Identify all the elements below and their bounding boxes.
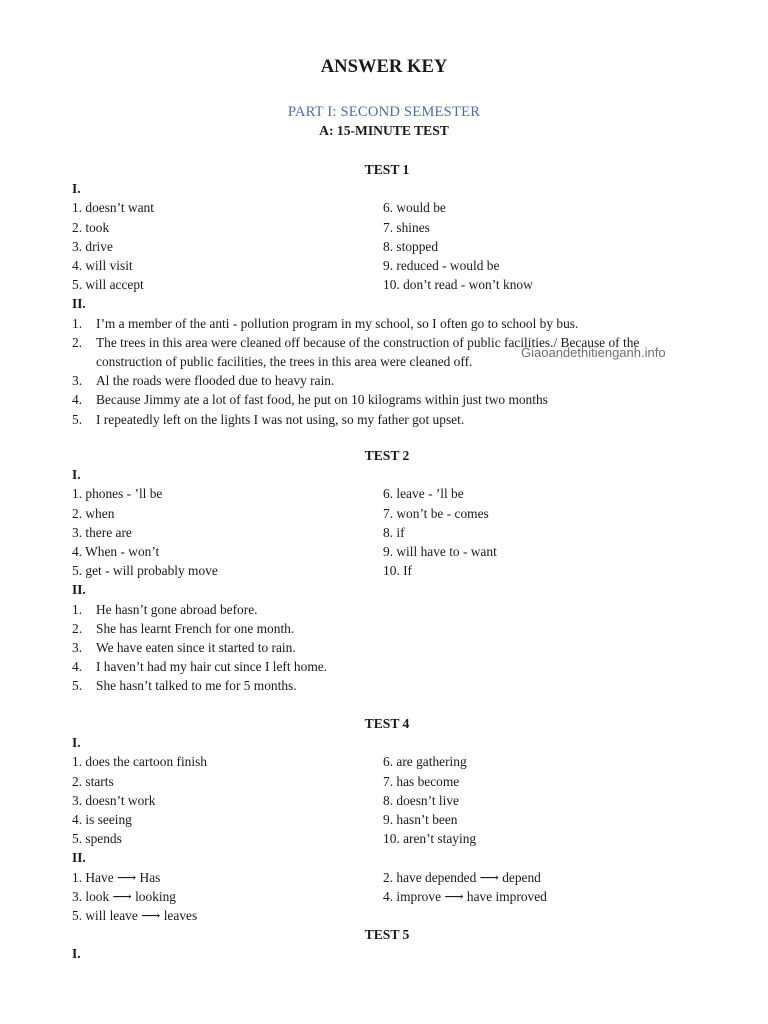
- section-subtitle: A: 15-MINUTE TEST: [319, 123, 449, 138]
- list-item: [72, 676, 702, 695]
- item-text: He hasn’t gone abroad before.: [96, 601, 258, 617]
- answer-row: [72, 868, 702, 887]
- answer-item: 5. will leave ⟶ leaves: [72, 907, 198, 923]
- answer-grid: [72, 752, 702, 848]
- part-title: PART I: SECOND SEMESTER: [287, 104, 481, 120]
- answer-row: [72, 810, 702, 829]
- section-label-ii: II.: [72, 850, 86, 866]
- answer-item: 5. spends: [72, 831, 122, 847]
- item-text: Al the roads were flooded due to heavy rain.: [96, 373, 335, 389]
- answer-item: [383, 906, 702, 925]
- answer-item: 10. aren’t staying: [383, 831, 477, 847]
- answer-item: 7. shines: [383, 219, 430, 235]
- sentence-list: [72, 314, 702, 429]
- item-text: She hasn’t talked to me for 5 months.: [96, 678, 297, 694]
- answer-item: 7. won’t be - comes: [383, 505, 489, 521]
- answer-row: [72, 218, 702, 237]
- correction-grid: [72, 868, 702, 926]
- answer-item: 6. would be: [383, 200, 446, 216]
- item-number: 4.: [72, 392, 83, 408]
- answer-item: 8. stopped: [383, 238, 439, 254]
- answer-row: [72, 504, 702, 523]
- list-item: [72, 371, 702, 390]
- answer-item: 4. When - won’t: [72, 543, 160, 559]
- test-heading: TEST 4: [364, 716, 410, 731]
- list-item: [72, 657, 702, 676]
- answer-item: 1. doesn’t want: [72, 200, 154, 216]
- document-title: ANSWER KEY: [320, 56, 448, 77]
- item-number: 5.: [72, 678, 83, 694]
- answer-item: 10. don’t read - won’t know: [383, 277, 533, 293]
- item-number: 1.: [72, 601, 83, 617]
- answer-item: 5. get - will probably move: [72, 563, 218, 579]
- answer-item: 8. if: [383, 524, 405, 540]
- item-text: She has learnt French for one month.: [96, 620, 295, 636]
- list-item: [72, 390, 702, 409]
- watermark-text: Giaoandethitienganh.info: [521, 345, 666, 360]
- section-label-i: I.: [72, 735, 81, 751]
- answer-item: 4. is seeing: [72, 811, 132, 827]
- answer-item: 3. there are: [72, 524, 132, 540]
- test-2-block: [72, 446, 702, 696]
- item-text: I repeatedly left on the lights I was not using, so my father got upset.: [96, 411, 465, 427]
- answer-row: [72, 484, 702, 503]
- section-label-ii: II.: [72, 582, 86, 598]
- answer-row: [72, 523, 702, 542]
- item-text: I haven’t had my hair cut since I left home.: [96, 659, 328, 675]
- answer-grid: [72, 198, 702, 294]
- list-item: [72, 410, 702, 429]
- item-text: The trees in this area were cleaned off because of the construction of public facilities./ Because of the construction of public facilities, the trees in this area were cleaned off.: [96, 334, 640, 369]
- answer-item: 1. Have ⟶ Has: [72, 869, 161, 885]
- answer-grid: [72, 484, 702, 580]
- test-heading: TEST 1: [364, 162, 410, 177]
- answer-item: 6. are gathering: [383, 754, 467, 770]
- answer-row: [72, 772, 702, 791]
- item-number: 2.: [72, 334, 83, 350]
- item-text: We have eaten since it started to rain.: [96, 639, 296, 655]
- answer-item: 7. has become: [383, 773, 460, 789]
- answer-row: [72, 256, 702, 275]
- answer-item: 2. starts: [72, 773, 114, 789]
- answer-item: 3. look ⟶ looking: [72, 888, 177, 904]
- answer-row: [72, 791, 702, 810]
- answer-row: [72, 829, 702, 848]
- answer-item: 9. will have to - want: [383, 543, 497, 559]
- answer-row: [72, 906, 702, 925]
- section-label-ii: II.: [72, 296, 86, 312]
- section-label-i: I.: [72, 467, 81, 483]
- item-number: 5.: [72, 411, 83, 427]
- answer-row: [72, 752, 702, 771]
- list-item: [72, 333, 702, 371]
- answer-item: 6. leave - ’ll be: [383, 486, 464, 502]
- answer-item: 1. phones - ’ll be: [72, 486, 163, 502]
- test-heading: TEST 5: [364, 927, 410, 943]
- test-heading: TEST 2: [364, 448, 410, 463]
- list-item: [72, 638, 702, 657]
- answer-item: 9. reduced - would be: [383, 257, 500, 273]
- answer-item: 8. doesn’t live: [383, 792, 459, 808]
- answer-item: 1. does the cartoon finish: [72, 754, 207, 770]
- answer-row: [72, 198, 702, 217]
- section-label-i: I.: [72, 946, 81, 962]
- answer-item: 2. took: [72, 219, 110, 235]
- list-item: [72, 600, 702, 619]
- answer-row: [72, 561, 702, 580]
- answer-item: 9. hasn’t been: [383, 811, 458, 827]
- item-number: 2.: [72, 620, 83, 636]
- answer-item: 3. doesn’t work: [72, 792, 156, 808]
- answer-item: 2. when: [72, 505, 115, 521]
- list-item: [72, 619, 702, 638]
- test-4-block: [72, 714, 702, 963]
- answer-item: 4. will visit: [72, 257, 133, 273]
- answer-row: [72, 887, 702, 906]
- list-item: [72, 314, 702, 333]
- answer-item: 4. improve ⟶ have improved: [383, 888, 547, 904]
- answer-item: 5. will accept: [72, 277, 144, 293]
- item-number: 3.: [72, 639, 83, 655]
- section-label-i: I.: [72, 181, 81, 197]
- answer-row: [72, 542, 702, 561]
- answer-item: 10. If: [383, 563, 413, 579]
- sentence-list: [72, 600, 702, 696]
- answer-item: 2. have depended ⟶ depend: [383, 869, 541, 885]
- item-text: Because Jimmy ate a lot of fast food, he put on 10 kilograms within just two months: [96, 392, 548, 408]
- answer-item: 3. drive: [72, 238, 113, 254]
- test-1-block: [72, 160, 702, 429]
- item-text: I’m a member of the anti - pollution program in my school, so I often go to school by bus.: [96, 315, 579, 331]
- item-number: 4.: [72, 659, 83, 675]
- answer-row: [72, 275, 702, 294]
- item-number: 1.: [72, 315, 83, 331]
- item-number: 3.: [72, 373, 83, 389]
- answer-row: [72, 237, 702, 256]
